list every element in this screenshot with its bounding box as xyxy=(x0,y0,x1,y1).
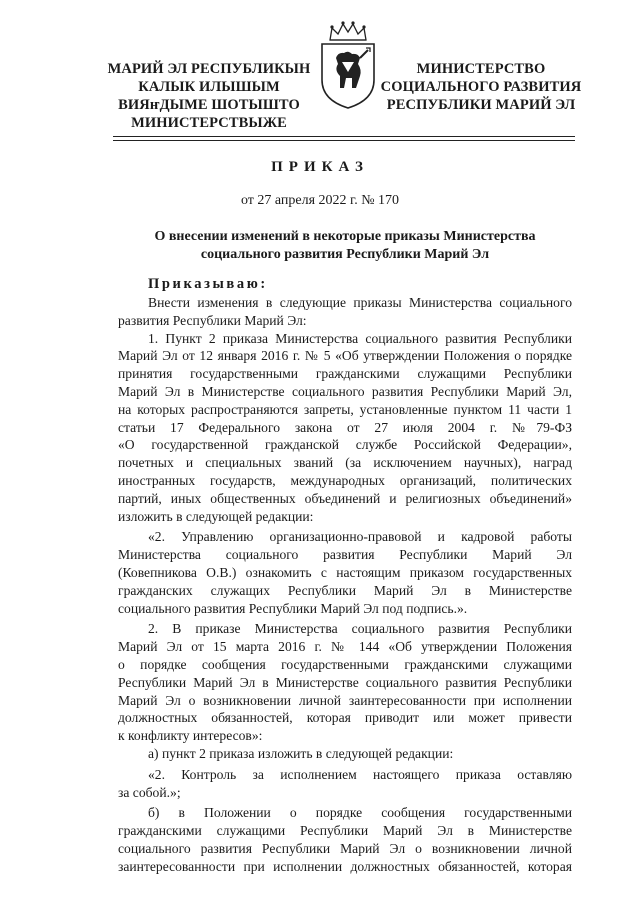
header-left-marij xyxy=(100,60,318,132)
text-line: Внести изменения в следующие приказы Министерства социального xyxy=(148,295,572,310)
header-left-line: МИНИСТЕРСТВЫЖЕ xyxy=(131,115,287,131)
text-line: Марий Эл от 15 марта 2016 г. № 144 «Об утверждении Положения xyxy=(118,639,572,655)
paragraph-quote-1 xyxy=(118,528,572,617)
text-line: партий, иных общественных объединений и религиозных объединений» xyxy=(118,490,572,506)
header-divider-bottom xyxy=(113,140,575,141)
document-body xyxy=(118,294,572,876)
text-line: заинтересованности при исполнении должностных обязанностей, которая xyxy=(118,858,572,874)
text-line: а) пункт 2 приказа изложить в следующей редакции: xyxy=(148,745,454,761)
header-divider-top xyxy=(113,136,575,137)
header-left-line: КАЛЫК ИЛЫШЫМ xyxy=(138,79,280,95)
text-line: гражданских служащих Республики Марий Эл в Министерстве xyxy=(118,582,572,598)
header-left-line: ВИЯҥДЫМЕ ШОТЫШТО xyxy=(118,97,300,113)
text-line: социального развития Республики Марий Эл о возникновении личной xyxy=(118,840,572,856)
text-line: гражданскими служащими Республики Марий Эл в Министерстве xyxy=(118,823,572,839)
document-subject xyxy=(120,228,570,264)
text-line: статьи 17 Федерального закона от 27 июля 2004 г. №79-ФЗ xyxy=(118,419,572,435)
text-line: Министерства социального развития Республики Марий Эл xyxy=(118,547,572,563)
text-line: иностранных государств, международных организаций, политических xyxy=(118,472,572,488)
text-line: за собой.»; xyxy=(118,784,181,800)
text-line: Республики Марий Эл в Министерстве социального развития Республики xyxy=(118,674,572,690)
text-line: «2. Управлению организационно-правовой и кадровой работы xyxy=(148,529,572,545)
header-right-line: МИНИСТЕРСТВО xyxy=(416,61,546,77)
paragraph-item-2a xyxy=(118,745,572,763)
text-line: социального развития Республики Марий Эл под подпись.». xyxy=(118,600,468,616)
text-line: Марий Эл от 12 января 2016 г. № 5 «Об утверждении Положения о порядке xyxy=(118,348,572,364)
text-line: «О государственной гражданской службе Российской Федерации», xyxy=(118,437,572,453)
text-line: Марий Эл о возникновении личной заинтересованности при исполнении xyxy=(118,692,572,708)
header-left-line: МАРИЙ ЭЛ РЕСПУБЛИКЫН xyxy=(107,61,311,77)
text-line: к конфликту интересов»: xyxy=(118,728,263,744)
order-word: Приказываю: xyxy=(148,276,268,292)
coat-of-arms-mari-el-icon xyxy=(316,18,380,110)
header-right-line: СОЦИАЛЬНОГО РАЗВИТИЯ xyxy=(380,79,582,95)
text-line: почетных и специальных званий (за исключением научных), наград xyxy=(118,455,572,471)
text-line: «2. Контроль за исполнением настоящего приказа оставляю xyxy=(148,766,572,782)
text-line: (Ковепникова О.В.) ознакомить с настоящим приказом государственных xyxy=(118,564,572,580)
text-line: принятия государственными гражданскими служащими Республики xyxy=(118,366,572,382)
header-right-line: РЕСПУБЛИКИ МАРИЙ ЭЛ xyxy=(386,97,576,113)
text-line: 2. В приказе Министерства социального развития Республики xyxy=(148,621,572,637)
paragraph-item-2b xyxy=(118,804,572,875)
text-line: Марий Эл в Министерстве социального развития Республики Марий Эл, xyxy=(118,383,572,399)
text-line: о порядке сообщения государственными гражданскими служащими xyxy=(118,656,572,672)
paragraph-quote-2 xyxy=(118,766,572,802)
subject-line: социального развития Республики Марий Эл xyxy=(200,247,490,262)
paragraph-item-2 xyxy=(118,620,572,745)
text-line: на которых распространяются запреты, установленные пунктом 11 части 1 xyxy=(118,401,572,417)
document-date-number: от 27 апреля 2022 г. № 170 xyxy=(240,193,400,208)
text-line: 1. Пункт 2 приказа Министерства социального развития Республики xyxy=(148,330,572,346)
subject-line: О внесении изменений в некоторые приказы Министерства xyxy=(154,229,536,244)
text-line: б) в Положении о порядке сообщения государственными xyxy=(148,805,572,821)
header-right-russian xyxy=(372,60,590,114)
paragraph-item-1 xyxy=(118,330,572,526)
text-line: должностных обязанностей, которая приводит или может привести xyxy=(118,710,572,726)
text-line: изложить в следующей редакции: xyxy=(118,508,314,524)
document-title: ПРИКАЗ xyxy=(271,159,369,175)
paragraph-intro xyxy=(118,294,572,330)
text-line: развития Республики Марий Эл: xyxy=(118,312,307,328)
